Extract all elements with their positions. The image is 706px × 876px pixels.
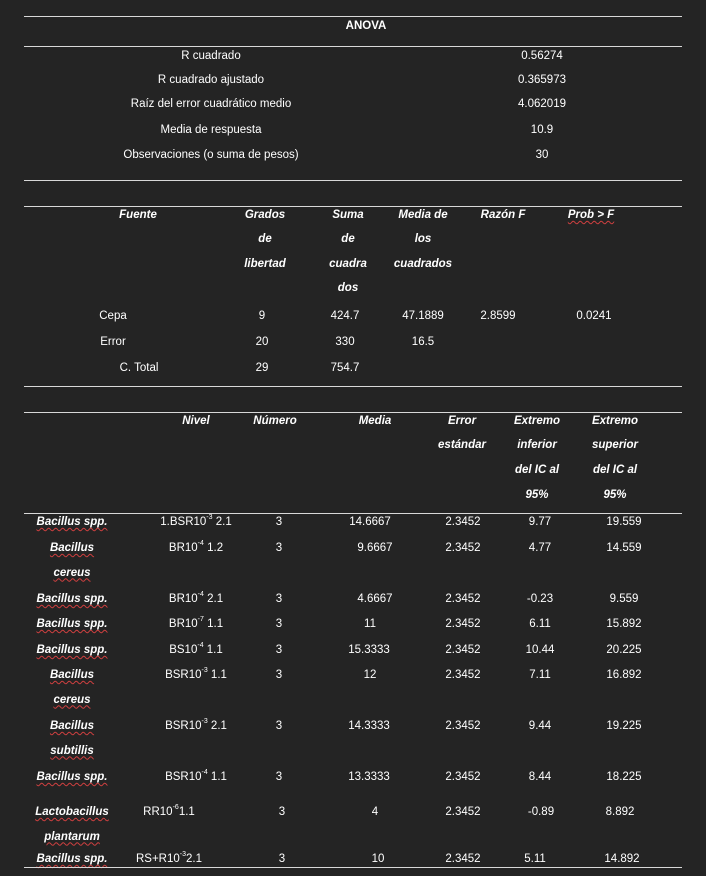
nivel-suffix: 1.1 bbox=[178, 806, 195, 818]
nivel-base: BSR10 bbox=[165, 669, 202, 681]
nivel-suffix: 1.1 bbox=[207, 669, 227, 681]
summary-value: 0.56274 bbox=[521, 50, 563, 62]
lower-ci-value: 9.44 bbox=[528, 720, 552, 732]
header-suma-cuadrados: cuadra bbox=[329, 258, 367, 270]
header-prob-f-text: Prob > F bbox=[567, 209, 615, 221]
nivel-value bbox=[165, 771, 227, 783]
numero-value: 3 bbox=[278, 806, 286, 818]
nivel-base: BSR10 bbox=[165, 771, 202, 783]
nivel-base: 1.BSR10 bbox=[160, 516, 207, 528]
species-line: Bacillus spp. bbox=[36, 593, 108, 605]
upper-ci-value: 18.225 bbox=[606, 771, 642, 783]
header-extremo-superior: Extremo bbox=[591, 415, 639, 427]
nivel-suffix: 2.1 bbox=[203, 593, 224, 605]
header-extremo-inferior: 95% bbox=[525, 489, 549, 501]
upper-ci-value: 9.559 bbox=[609, 593, 639, 605]
species-line: Bacillus spp. bbox=[36, 771, 108, 783]
nivel-exponent: -4 bbox=[197, 642, 204, 649]
error-value: 2.3452 bbox=[445, 644, 481, 656]
numero-value: 3 bbox=[275, 542, 283, 554]
header-prob-f bbox=[568, 209, 614, 221]
numero-value: 3 bbox=[275, 593, 283, 605]
upper-ci-value: 19.559 bbox=[606, 516, 642, 528]
header-extremo-superior: superior bbox=[591, 439, 639, 451]
summary-label: Observaciones (o suma de pesos) bbox=[123, 149, 299, 161]
media-value: 14.6667 bbox=[349, 516, 391, 528]
header-grados-libertad: libertad bbox=[244, 258, 286, 270]
species-name bbox=[37, 638, 108, 663]
species-line: Bacillus bbox=[49, 720, 95, 732]
header-suma-cuadrados: de bbox=[341, 233, 355, 245]
rule bbox=[24, 206, 682, 207]
header-error-estandar: Error bbox=[447, 415, 477, 427]
numero-value: 3 bbox=[275, 720, 283, 732]
summary-label: Raíz del error cuadrático medio bbox=[130, 98, 292, 110]
lower-ci-value: 8.44 bbox=[528, 771, 552, 783]
summary-value: 0.365973 bbox=[518, 74, 566, 86]
error-value: 2.3452 bbox=[445, 853, 481, 865]
upper-ci-value: 20.225 bbox=[606, 644, 642, 656]
media-value: 4.6667 bbox=[357, 593, 393, 605]
upper-ci-value: 8.892 bbox=[605, 806, 635, 818]
anova-gl: 29 bbox=[255, 362, 269, 374]
header-suma-cuadrados: dos bbox=[337, 282, 359, 294]
rule bbox=[24, 16, 682, 17]
anova-gl: 9 bbox=[258, 310, 266, 322]
upper-ci-value: 19.225 bbox=[606, 720, 642, 732]
lower-ci-value: -0.89 bbox=[527, 806, 555, 818]
species-name bbox=[37, 612, 108, 637]
nivel-suffix: 1.1 bbox=[203, 618, 224, 630]
species-line: Bacillus spp. bbox=[36, 618, 108, 630]
header-numero: Número bbox=[253, 415, 297, 427]
nivel-suffix: 2.1 bbox=[186, 853, 203, 865]
species-line: Bacillus bbox=[49, 669, 95, 681]
anova-ms: 16.5 bbox=[411, 336, 435, 348]
nivel-exponent: -4 bbox=[201, 769, 208, 776]
anova-title: ANOVA bbox=[345, 20, 387, 32]
anova-fuente: Error bbox=[100, 336, 126, 348]
species-line: plantarum bbox=[44, 830, 100, 843]
media-value: 13.3333 bbox=[348, 771, 390, 783]
nivel-exponent: -3 bbox=[206, 514, 213, 521]
nivel-value bbox=[143, 806, 195, 818]
error-value: 2.3452 bbox=[445, 618, 481, 630]
rule bbox=[24, 513, 682, 514]
summary-value: 30 bbox=[535, 149, 549, 161]
nivel-suffix: 2.1 bbox=[212, 516, 232, 528]
nivel-value bbox=[169, 618, 223, 630]
numero-value: 3 bbox=[275, 644, 283, 656]
nivel-base: BR10 bbox=[168, 542, 198, 554]
species-name bbox=[50, 536, 94, 585]
header-media-cuadrados: los bbox=[414, 233, 432, 245]
anova-ss: 424.7 bbox=[330, 310, 360, 322]
nivel-base: BR10 bbox=[168, 593, 198, 605]
species-line: subtillis bbox=[50, 744, 94, 757]
nivel-exponent: -6 bbox=[172, 804, 179, 811]
media-value: 14.3333 bbox=[348, 720, 390, 732]
lower-ci-value: -0.23 bbox=[526, 593, 554, 605]
nivel-suffix: 1.1 bbox=[203, 644, 223, 656]
nivel-value bbox=[169, 593, 223, 605]
summary-label: R cuadrado ajustado bbox=[157, 74, 265, 86]
error-value: 2.3452 bbox=[445, 669, 481, 681]
nivel-exponent: -7 bbox=[197, 616, 204, 623]
upper-ci-value: 16.892 bbox=[606, 669, 642, 681]
species-line: Bacillus spp. bbox=[36, 853, 108, 865]
media-value: 15.3333 bbox=[348, 644, 390, 656]
header-media-cuadrados: Media de bbox=[398, 209, 448, 221]
nivel-base: BSR10 bbox=[165, 720, 202, 732]
nivel-base: BS10 bbox=[169, 644, 198, 656]
species-name bbox=[37, 587, 108, 612]
anova-fuente: Cepa bbox=[99, 310, 127, 322]
species-line: Bacillus bbox=[49, 542, 95, 554]
anova-ss: 754.7 bbox=[330, 362, 360, 374]
error-value: 2.3452 bbox=[445, 542, 481, 554]
header-extremo-superior: 95% bbox=[603, 489, 627, 501]
header-suma-cuadrados: Suma bbox=[332, 209, 364, 221]
species-line: Bacillus spp. bbox=[36, 644, 108, 656]
numero-value: 3 bbox=[275, 618, 283, 630]
error-value: 2.3452 bbox=[445, 771, 481, 783]
summary-label: R cuadrado bbox=[181, 50, 241, 62]
header-media-cuadrados: cuadrados bbox=[393, 258, 453, 270]
summary-value: 4.062019 bbox=[518, 98, 566, 110]
header-extremo-superior: del IC al bbox=[592, 464, 638, 476]
species-line: Lactobacillus bbox=[35, 806, 109, 818]
numero-value: 3 bbox=[275, 516, 283, 528]
nivel-exponent: -3 bbox=[201, 667, 208, 674]
nivel-value bbox=[165, 720, 227, 732]
species-name bbox=[50, 663, 94, 712]
numero-value: 3 bbox=[278, 853, 286, 865]
species-line: cereus bbox=[53, 566, 91, 579]
lower-ci-value: 7.11 bbox=[529, 669, 551, 681]
error-value: 2.3452 bbox=[445, 516, 481, 528]
numero-value: 3 bbox=[275, 771, 283, 783]
nivel-exponent: -3 bbox=[179, 851, 187, 858]
nivel-suffix: 2.1 bbox=[207, 720, 227, 732]
anova-fuente: C. Total bbox=[119, 362, 159, 374]
lower-ci-value: 5.11 bbox=[524, 853, 546, 865]
header-extremo-inferior: inferior bbox=[517, 439, 557, 451]
anova-f: 2.8599 bbox=[480, 310, 516, 322]
rule bbox=[24, 412, 682, 413]
lower-ci-value: 10.44 bbox=[525, 644, 555, 656]
lower-ci-value: 4.77 bbox=[528, 542, 552, 554]
lower-ci-value: 6.11 bbox=[529, 618, 551, 630]
rule bbox=[24, 867, 682, 868]
upper-ci-value: 14.559 bbox=[606, 542, 642, 554]
anova-p: 0.0241 bbox=[576, 310, 612, 322]
nivel-base: BR10 bbox=[168, 618, 198, 630]
media-value: 12 bbox=[363, 669, 377, 681]
anova-gl: 20 bbox=[255, 336, 269, 348]
summary-value: 10.9 bbox=[530, 124, 554, 136]
numero-value: 3 bbox=[275, 669, 283, 681]
nivel-exponent: -4 bbox=[197, 591, 204, 598]
nivel-value bbox=[169, 644, 223, 656]
species-name bbox=[50, 714, 94, 763]
anova-ms: 47.1889 bbox=[402, 310, 444, 322]
header-razon-f: Razón F bbox=[480, 209, 526, 221]
rule bbox=[24, 180, 682, 181]
error-value: 2.3452 bbox=[445, 720, 481, 732]
header-grados-libertad: Grados bbox=[244, 209, 286, 221]
nivel-value bbox=[165, 669, 227, 681]
header-extremo-inferior: Extremo bbox=[513, 415, 561, 427]
upper-ci-value: 15.892 bbox=[606, 618, 642, 630]
nivel-exponent: -4 bbox=[197, 540, 204, 547]
species-name bbox=[35, 800, 109, 849]
header-nivel: Nivel bbox=[182, 415, 210, 427]
media-value: 9.6667 bbox=[357, 542, 393, 554]
nivel-base: RR10 bbox=[143, 806, 173, 818]
header-grados-libertad: de bbox=[258, 233, 272, 245]
species-name bbox=[37, 765, 108, 790]
anova-ss: 330 bbox=[335, 336, 355, 348]
rule bbox=[24, 386, 682, 387]
header-fuente: Fuente bbox=[119, 209, 157, 221]
header-media: Media bbox=[358, 415, 392, 427]
lower-ci-value: 9.77 bbox=[528, 516, 552, 528]
nivel-value bbox=[136, 853, 202, 865]
nivel-suffix: 1.2 bbox=[203, 542, 224, 554]
media-value: 10 bbox=[371, 853, 385, 865]
summary-label: Media de respuesta bbox=[160, 124, 262, 136]
upper-ci-value: 14.892 bbox=[604, 853, 640, 865]
error-value: 2.3452 bbox=[445, 593, 481, 605]
nivel-base: RS+R10 bbox=[135, 853, 180, 865]
media-value: 4 bbox=[371, 806, 379, 818]
species-line: cereus bbox=[53, 693, 91, 706]
rule bbox=[24, 46, 682, 47]
header-extremo-inferior: del IC al bbox=[514, 464, 560, 476]
species-line: Bacillus spp. bbox=[36, 516, 108, 528]
nivel-value bbox=[169, 542, 223, 554]
nivel-value bbox=[160, 516, 231, 528]
nivel-suffix: 1.1 bbox=[207, 771, 227, 783]
nivel-exponent: -3 bbox=[201, 718, 208, 725]
error-value: 2.3452 bbox=[445, 806, 481, 818]
media-value: 11 bbox=[364, 618, 376, 630]
header-error-estandar: estándar bbox=[438, 439, 486, 451]
